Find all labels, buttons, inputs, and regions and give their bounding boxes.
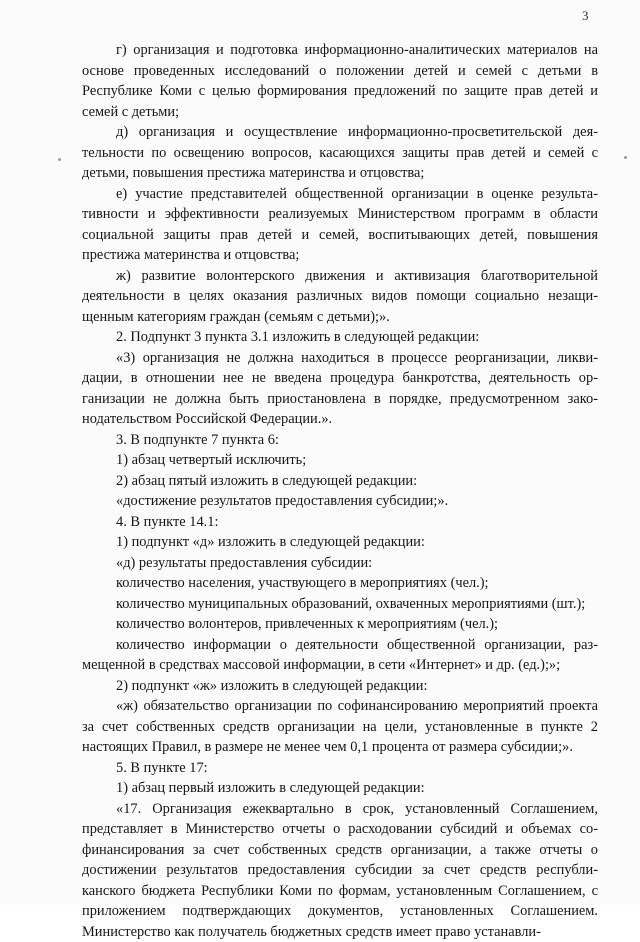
paragraph: количество волонтеров, привлеченных к мероприятиям (чел.); bbox=[82, 614, 598, 635]
scan-speck-left bbox=[58, 158, 61, 161]
paragraph: 2) абзац пятый изложить в следующей редакции: bbox=[82, 471, 598, 492]
paragraph: 1) абзац четвертый исключить; bbox=[82, 450, 598, 471]
paragraph: 1) абзац первый изложить в следующей редакции: bbox=[82, 778, 598, 799]
scan-speck-right bbox=[624, 156, 627, 159]
paragraph: количество информации о деятельности общественной организации, размещенной в средствах массовой информации, в сети «Интернет» и др. (ед.);»; bbox=[82, 635, 598, 676]
paragraph: «3) организация не должна находиться в процессе реорганизации, ликвидации, в отношении нее не введена процедура банкротства, деятельность организации не должна быть приостановлена в порядке, предусмотренном законодательством Российской Федерации.». bbox=[82, 348, 598, 430]
paragraph: количество населения, участвующего в мероприятиях (чел.); bbox=[82, 573, 598, 594]
paragraph: 1) подпункт «д» изложить в следующей редакции: bbox=[82, 532, 598, 553]
paragraph: «достижение результатов предоставления субсидии;». bbox=[82, 491, 598, 512]
paragraph: г) организация и подготовка информационно-аналитических материалов на основе проведенных исследований о положении детей и семей с детьми в Республике Коми с целью формирования предложений по защите прав детей и семей с детьми; bbox=[82, 40, 598, 122]
paragraph: 5. В пункте 17: bbox=[82, 758, 598, 779]
paragraph: е) участие представителей общественной организации в оценке результативности и эффективности реализуемых Министерством программ в области социальной защиты прав детей и семей, воспитывающих детей, повышения престижа материнства и отцовства; bbox=[82, 184, 598, 266]
paragraph: «ж) обязательство организации по софинансированию мероприятий проекта за счет собственных средств организации на цели, установленные в пункте 2 настоящих Правил, в размере не менее чем 0,1 процента от размера субсидии;». bbox=[82, 696, 598, 758]
paragraph: «17. Организация ежеквартально в срок, установленный Соглашением, представляет в Министерство отчеты о расходовании субсидий и объемах софинансирования за счет собственных средств организации, а также отчеты о достижении результатов предоставления субсидии за счет средств республиканского бюджета Республики Коми по формам, установленным Соглашением, с приложением подтверждающих документов, установленных Соглашением. Министерство как получатель бюджетных средств имеет право устанавли- bbox=[82, 799, 598, 942]
page-number: 3 bbox=[582, 8, 589, 24]
paragraph: 4. В пункте 14.1: bbox=[82, 512, 598, 533]
paragraph: «д) результаты предоставления субсидии: bbox=[82, 553, 598, 574]
paragraph: 2. Подпункт 3 пункта 3.1 изложить в следующей редакции: bbox=[82, 327, 598, 348]
paragraph: количество муниципальных образований, охваченных мероприятиями (шт.); bbox=[82, 594, 598, 615]
document-body bbox=[82, 40, 598, 942]
paragraph: д) организация и осуществление информационно-просветительской деятельности по освещению вопросов, касающихся защиты прав детей и семей с детьми, повышения престижа материнства и отцовства; bbox=[82, 122, 598, 184]
paragraph: 3. В подпункте 7 пункта 6: bbox=[82, 430, 598, 451]
paragraph: 2) подпункт «ж» изложить в следующей редакции: bbox=[82, 676, 598, 697]
paragraph: ж) развитие волонтерского движения и активизация благотворительной деятельности в целях оказания различных видов помощи социально незащищенным категориям граждан (семьям с детьми);». bbox=[82, 266, 598, 328]
